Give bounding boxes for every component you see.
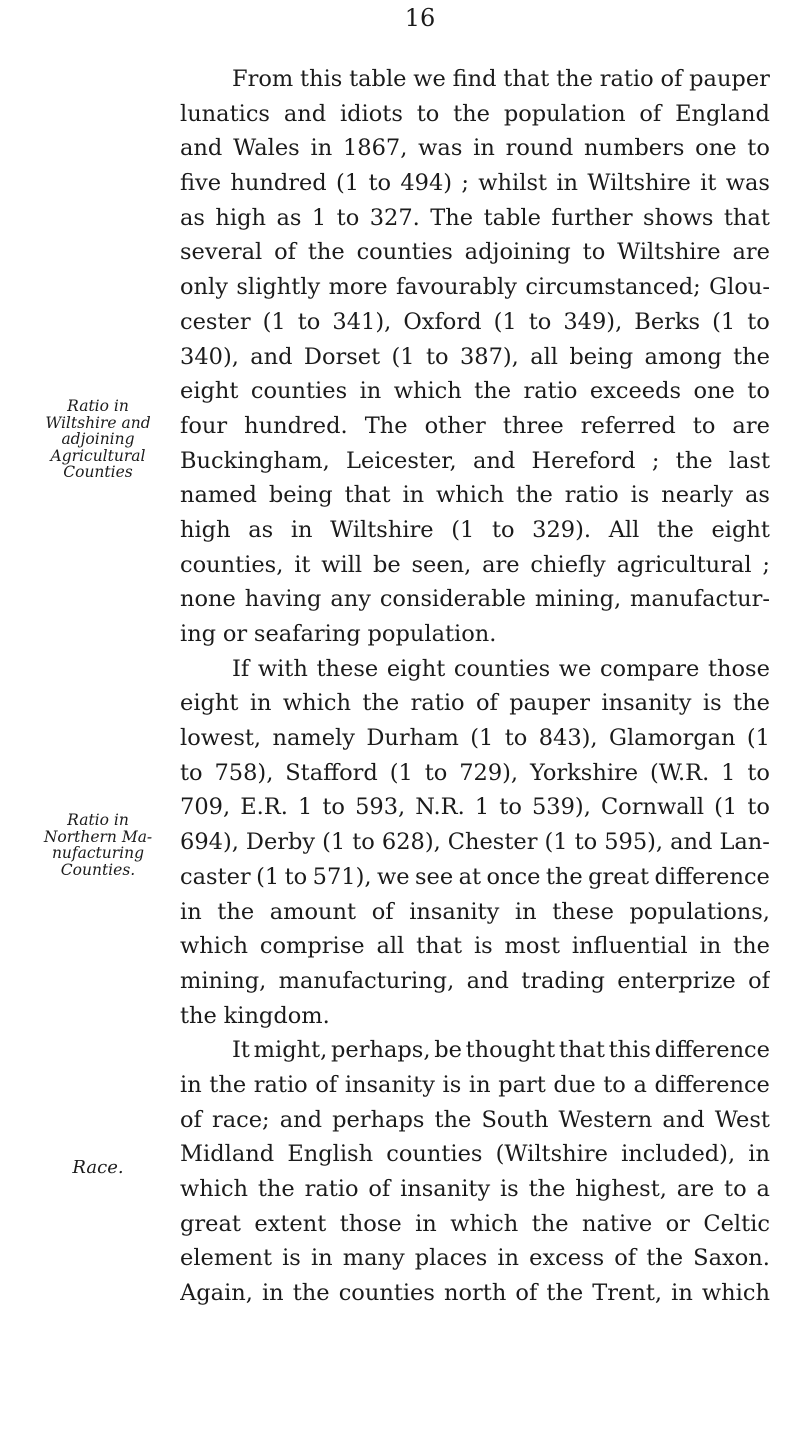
margin-note-line: Ratio in [67,397,129,415]
text-line: From this table we find that the ratio of pauper [232,66,770,92]
text-line: lunatics and idiots to the population of England [180,100,770,127]
text-line: the kingdom. [180,1002,330,1029]
margin-note-line: Ratio in [67,811,129,829]
text-line: eight in which the ratio of pauper insanity is the [180,690,770,717]
text-line: five hundred (1 to 494) ; whilst in Wiltshire it was [180,170,770,197]
text-line: element is in many places in excess of the Saxon. [180,1245,770,1272]
margin-note-line: nufacturing [51,844,145,863]
margin-note-wiltshire [8,398,188,481]
text-line: in the amount of insanity in these populations, [180,898,770,925]
text-line: which comprise all that is most influential in the [180,933,770,960]
text-line: counties, it will be seen, are chiefly agricultural ; [180,551,770,578]
margin-note-line: Wiltshire and [45,413,151,432]
text-line: caster (1 to 571), we see at once the great difference [180,863,770,890]
page-number: 16 [404,4,436,32]
text-line: as high as 1 to 327. The table further shows that [180,204,770,231]
body-text [180,62,770,1311]
text-line: Buckingham, Leicester, and Hereford ; the last [180,447,770,474]
margin-note-line: Race. [72,1157,124,1178]
text-line: high as in Wiltshire (1 to 329). All the eight [180,516,770,543]
margin-note-line: adjoining [61,430,135,449]
margin-note-line: Counties. [60,860,136,879]
text-line: cester (1 to 341), Oxford (1 to 349), Berks (1 to [180,308,770,335]
text-line: Again, in the counties north of the Trent, in which [180,1280,770,1307]
text-line: and Wales in 1867, was in round numbers one to [180,135,770,162]
text-line: four hundred. The other three referred to are [180,412,770,439]
text-line: to 758), Stafford (1 to 729), Yorkshire (W.R. 1 to [180,759,770,786]
text-line: 340), and Dorset (1 to 387), all being among the [180,343,770,370]
text-line: in the ratio of insanity is in part due to a difference [180,1071,770,1098]
text-line: great extent those in which the native or Celtic [180,1210,770,1237]
margin-note-line: Counties [63,463,133,482]
text-line: mining, manufacturing, and trading enterprize of [180,967,770,994]
text-line: Midland English counties (Wiltshire included), in [180,1141,770,1168]
text-line: It might, perhaps, be thought that this difference [232,1037,770,1064]
text-line: of race; and perhaps the South Western and West [180,1106,770,1133]
margin-note-race [8,1157,188,1178]
text-line: 694), Derby (1 to 628), Chester (1 to 595), and Lan- [180,829,770,856]
text-line: named being that in which the ratio is nearly as [180,482,770,509]
margin-note-line: Northern Ma- [43,827,153,846]
text-line: If with these eight counties we compare those [232,655,770,682]
margin-note-northern [8,812,188,878]
text-line: 709, E.R. 1 to 593, N.R. 1 to 539), Cornwall (1 to [180,794,770,821]
margin-note-line: Agricultural [50,446,146,465]
text-line: which the ratio of insanity is the highest, are to a [180,1176,770,1202]
text-line: ing or seafaring population. [180,621,497,647]
text-line: eight counties in which the ratio exceeds one to [180,378,770,405]
text-line: lowest, namely Durham (1 to 843), Glamorgan (1 [180,725,770,752]
text-line: none having any considerable mining, manufactur- [180,586,770,613]
text-line: several of the counties adjoining to Wiltshire are [180,239,770,266]
text-line: only slightly more favourably circumstanced; Glou- [180,274,770,301]
